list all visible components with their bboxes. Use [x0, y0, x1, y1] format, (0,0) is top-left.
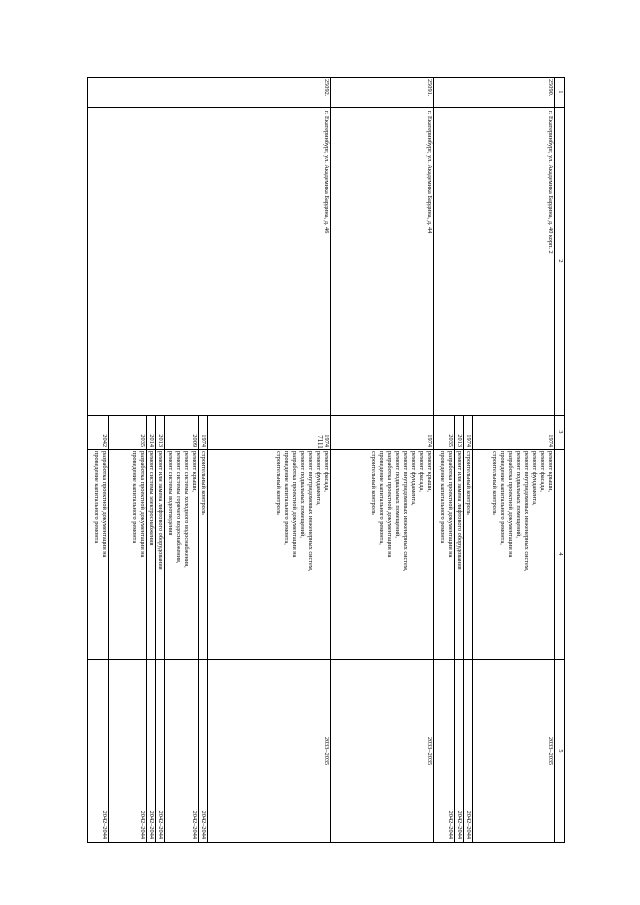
row-divider [454, 415, 455, 843]
work-line: ремонт подвальных помещений, [515, 451, 522, 538]
work-line: ремонт фасада, [539, 451, 546, 492]
row-divider [164, 415, 165, 843]
period-cell: 2042–2044 [139, 810, 146, 839]
work-line: ремонт фундамента, [410, 451, 417, 506]
year-cell: 2035 [139, 434, 146, 447]
year-cell: 2042 [101, 434, 108, 447]
page-number: 7111 [316, 435, 324, 449]
year-cell: 1974 [200, 434, 207, 447]
work-line: ремонт системы водоотведения [167, 451, 174, 536]
row-divider [472, 415, 473, 843]
work-line: ремонт фасада, [323, 451, 330, 492]
work-line: строительный контроль [275, 451, 282, 515]
period-cell: 2042–2044 [157, 810, 164, 839]
row-divider [207, 415, 208, 843]
work-line: проведение капитального ремонта, [378, 451, 385, 545]
year-cell: 2014 [148, 434, 155, 447]
work-line: разработка проектной документации на [386, 451, 393, 558]
year-cell: 2009 [191, 434, 198, 447]
row-address: г. Екатеринбург, ул. Академика Бардина, д. 46 [323, 111, 330, 234]
work-line: строительный контроль [491, 451, 498, 515]
year-cell: 2013 [157, 434, 164, 447]
work-line: ремонт крыши, [547, 451, 554, 493]
header-col-2: 2 [557, 259, 564, 263]
row-address: г. Екатеринбург, ул. Академика Бардина, д. 44 [426, 111, 433, 234]
work-line: разработка проектной документации на [291, 451, 298, 558]
work-line: ремонт или замена лифтового оборудования [157, 451, 164, 570]
period-cell: 2033–2035 [426, 736, 433, 766]
period-cell: 2042–2044 [447, 810, 454, 839]
row-divider [108, 415, 109, 843]
work-line: разработка проектной документации на [507, 451, 514, 558]
work-line: проведение капитального ремонта, [499, 451, 506, 545]
header-divider [554, 77, 555, 843]
work-line: ремонт системы холодного водоснабжения, [183, 451, 190, 568]
work-line: ремонт крыши, [426, 451, 433, 493]
work-line: разработка проектной документации на [447, 451, 454, 558]
period-cell: 2042–2044 [200, 810, 207, 839]
year-cell: 1974 [465, 434, 472, 447]
work-line: ремонт внутридомовых инженерных систем, [523, 451, 530, 572]
period-cell: 2042–2044 [191, 810, 198, 839]
work-line: строительный контроль [370, 451, 377, 515]
year-cell: 1974 [547, 434, 554, 447]
year-cell: 2013 [456, 434, 463, 447]
year-cell: 1974 [426, 434, 433, 447]
work-line: ремонт фасада, [418, 451, 425, 492]
period-cell: 2033–2035 [323, 736, 330, 766]
work-line: проведение капитального ремонта [93, 451, 100, 544]
work-line: строительный контроль [200, 451, 207, 515]
row-divider [463, 415, 464, 843]
work-line: ремонт подвальных помещений, [394, 451, 401, 538]
block-divider [330, 77, 331, 843]
col-divider [87, 415, 565, 416]
period-cell: 2042–2044 [101, 810, 108, 839]
row-divider [198, 415, 199, 843]
work-line: разработка проектной документации на [139, 451, 146, 558]
period-cell: 2033–2035 [547, 736, 554, 766]
work-line: ремонт фундамента, [315, 451, 322, 506]
period-cell: 2042–2044 [465, 810, 472, 839]
header-col-4: 4 [557, 552, 564, 556]
col-divider [87, 449, 565, 450]
row-address: г. Екатеринбург, ул. Академика Бардина, д. 40 корп. 2 [547, 111, 554, 254]
work-line: ремонт системы горячего водоснабжения, [175, 451, 182, 564]
col-divider [87, 659, 565, 660]
work-line: разработка проектной документации на [101, 451, 108, 558]
register-table [87, 77, 565, 843]
work-line: ремонт или замена лифтового оборудования [456, 451, 463, 570]
work-line: ремонт системы электроснабжения [148, 451, 155, 546]
col-divider [87, 107, 565, 108]
header-col-5: 5 [557, 749, 564, 753]
year-cell: 2035 [447, 434, 454, 447]
work-line: ремонт внутридомовых инженерных систем, [402, 451, 409, 572]
period-cell: 2042–2044 [148, 810, 155, 839]
header-col-3: 3 [557, 430, 564, 434]
work-line: проведение капитального ремонта [131, 451, 138, 544]
period-cell: 2042–2044 [456, 810, 463, 839]
work-line: проведение капитального ремонта [439, 451, 446, 544]
work-line: строительный контроль [465, 451, 472, 515]
work-line: проведение капитального ремонта, [283, 451, 290, 545]
row-number: 25091. [426, 79, 433, 97]
row-number: 25090. [547, 79, 554, 97]
work-line: ремонт подвальных помещений, [299, 451, 306, 538]
work-line: ремонт крыши, [191, 451, 198, 493]
block-divider [433, 77, 434, 843]
year-cell: 1974 [323, 434, 330, 447]
row-number: 25092. [323, 79, 330, 97]
work-line: ремонт внутридомовых инженерных систем, [307, 451, 314, 572]
header-col-1: 1 [557, 90, 564, 94]
work-line: ремонт фундамента, [531, 451, 538, 506]
row-divider [146, 415, 147, 843]
row-divider [155, 415, 156, 843]
